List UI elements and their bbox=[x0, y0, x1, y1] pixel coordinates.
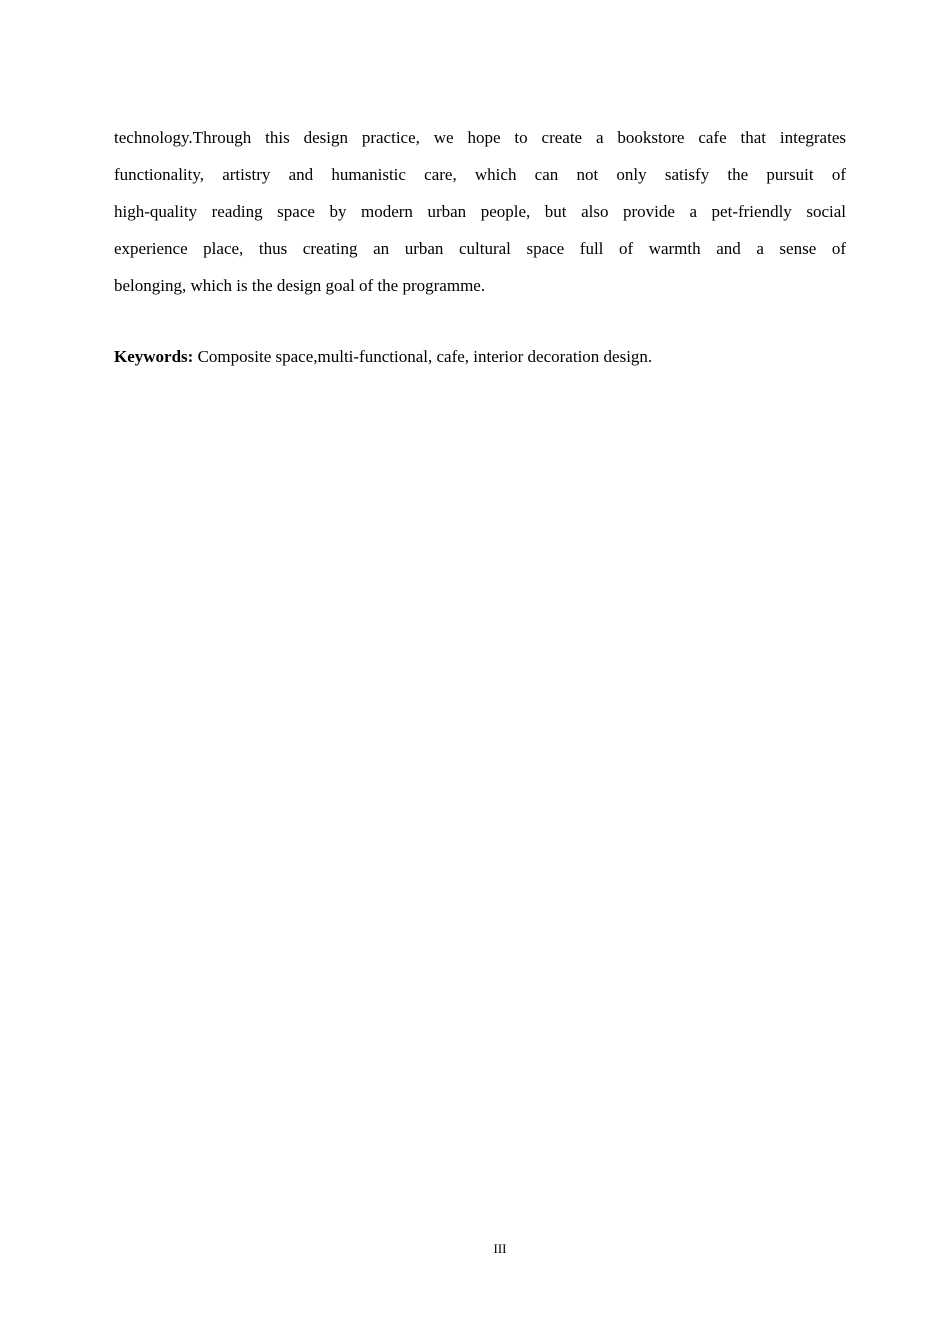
keywords-line bbox=[114, 338, 846, 375]
abstract-line-4: experience place, thus creating an urban cultural space full of warmth and a sense of bbox=[114, 239, 846, 258]
abstract-paragraph bbox=[114, 119, 846, 304]
keywords-label: Keywords: bbox=[114, 347, 194, 366]
abstract-line-3: high-quality reading space by modern urban people, but also provide a pet-friendly social bbox=[114, 202, 846, 221]
keywords-text: Composite space,multi-functional, cafe, interior decoration design. bbox=[193, 347, 653, 366]
page-number: III bbox=[493, 1241, 507, 1256]
abstract-line-5: belonging, which is the design goal of the programme. bbox=[114, 276, 486, 295]
abstract-line-1: technology.Through this design practice, we hope to create a bookstore cafe that integrates bbox=[114, 128, 846, 147]
abstract-line-2: functionality, artistry and humanistic care, which can not only satisfy the pursuit of bbox=[114, 165, 846, 184]
